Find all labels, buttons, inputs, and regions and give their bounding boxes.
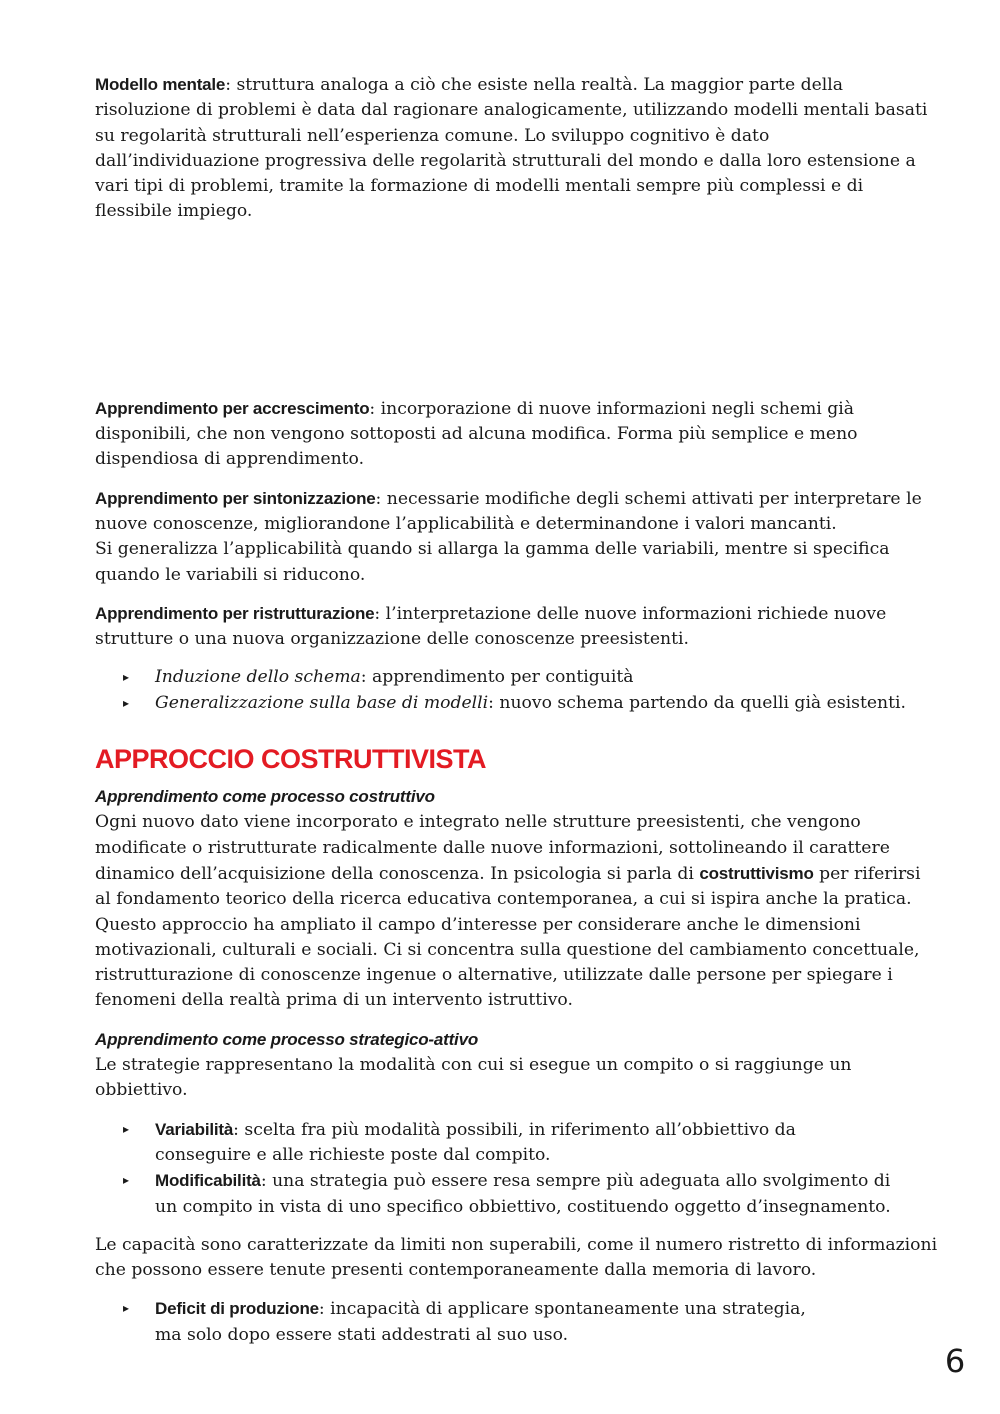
- bullet-text: : apprendimento per contiguità: [360, 667, 634, 688]
- term-modello-mentale: Modello mentale: [95, 75, 226, 94]
- paragraph-ristrutturazione: [95, 601, 935, 653]
- section-heading: APPROCCIO COSTRUTTIVISTA: [95, 744, 487, 775]
- paragraph-text: : necessarie modifiche degli schemi attivati per interpretare le nuove conoscenze, migliorandone l’applicabilità e determinandone i valori mancanti.: [95, 488, 922, 534]
- list-item: [155, 1296, 835, 1348]
- term-costruttivismo: costruttivismo: [699, 863, 814, 883]
- bullet-list-strategico: [95, 1117, 891, 1220]
- subtitle-text: Apprendimento come processo costruttivo: [95, 787, 435, 807]
- paragraph-text: Si generalizza l’applicabilità quando si allarga la gamma delle variabili, mentre si specifica quando le variabili si riducono.: [95, 539, 890, 585]
- list-item: [155, 1117, 835, 1169]
- paragraph-text: : l’interpretazione delle nuove informazioni richiede nuove strutture o una nuova organizzazione delle conoscenze preesistenti.: [95, 603, 887, 650]
- bullet-list-capacita: [95, 1296, 835, 1348]
- subtitle-text: Apprendimento come processo strategico-attivo: [95, 1029, 479, 1049]
- list-item: [155, 1168, 915, 1220]
- paragraph-text: Le capacità sono caratterizzate da limiti non superabili, come il numero ristretto di informazioni che possono essere tenute presenti contemporaneamente dalla memoria di lavoro.: [95, 1234, 938, 1281]
- paragraph-accrescimento: [95, 396, 935, 473]
- bullet-term: Induzione dello schema: [155, 667, 361, 688]
- document-page: [95, 72, 938, 1348]
- paragraph-text: : struttura analoga a ciò che esiste nella realtà. La maggior parte della risoluzione di problemi è data dal ragionare analogicamente, utilizzando modelli mentali basati su regolarità strutturali nell’esperienza comune. Lo sviluppo cognitivo è dato dall’individuazione progressiva delle regolarità strutturali del mondo e dalla loro estensione a vari tipi di problemi, tramite la formazione di modelli mentali sempre più complessi e di flessibile impiego.: [95, 75, 928, 222]
- bullet-text: : scelta fra più modalità possibili, in riferimento all’obbiettivo da conseguire e alle richieste poste dal compito.: [155, 1119, 796, 1165]
- term-sintonizzazione: Apprendimento per sintonizzazione: [95, 488, 376, 508]
- bullet-term: Generalizzazione sulla base di modelli: [155, 692, 489, 713]
- paragraph-capacita: [95, 1233, 940, 1284]
- subtitle-strategico: [95, 1027, 935, 1053]
- paragraph-modello-mentale: [95, 72, 930, 225]
- term-ristrutturazione: Apprendimento per ristrutturazione: [95, 603, 375, 623]
- bullet-text: : nuovo schema partendo da quelli già esistenti.: [488, 692, 906, 713]
- paragraph-text: Le strategie rappresentano la modalità con cui si esegue un compito o si raggiunge un obbiettivo.: [95, 1055, 852, 1101]
- bullet-term: Modificabilità: [155, 1171, 261, 1191]
- bullet-text: : una strategia può essere resa sempre più adeguata allo svolgimento di un compito in vista di uno specifico obbiettivo, costituendo oggetto d’insegnamento.: [155, 1171, 891, 1217]
- subtitle-costruttivo: [95, 784, 935, 810]
- paragraph-costruttivo: [95, 810, 935, 1013]
- list-item: [155, 665, 935, 690]
- paragraph-strategico: [95, 1053, 940, 1104]
- page-number: 6: [944, 1342, 966, 1380]
- paragraph-text: : incorporazione di nuove informazioni negli schemi già disponibili, che non vengono sottoposti ad alcuna modifica. Forma più semplice e meno dispendiosa di apprendimento.: [95, 398, 858, 470]
- bullet-list-ristrutturazione: [95, 665, 935, 716]
- bullet-term: Deficit di produzione: [155, 1299, 319, 1319]
- list-item: [155, 691, 935, 716]
- paragraph-sintonizzazione: [95, 486, 935, 588]
- paragraph-text: Ogni nuovo dato viene incorporato e integrato nelle strutture preesistenti, che vengono modificate o ristrutturate radicalmente dalle nuove informazioni, sottolineando il carattere dinamico dell’acquisizione della conoscenza. In psicologia si parla di: [95, 812, 890, 884]
- term-accrescimento: Apprendimento per accrescimento: [95, 398, 370, 418]
- paragraph-text: per riferirsi al fondamento teorico della ricerca educativa contemporanea, a cui si ispira anche la pratica. Questo approccio ha ampliato il campo d’interesse per considerare anche le dimensioni motivazionali, culturali e sociali. Ci si concentra sulla questione del cambiamento concettuale, ristrutturazione di conoscenze ingenue o alternative, utilizzate dalle persone per spiegare i fenomeni della realtà prima di un intervento istruttivo.: [95, 863, 921, 1011]
- bullet-term: Variabilità: [155, 1119, 234, 1139]
- bullet-text: : incapacità di applicare spontaneamente una strategia, ma solo dopo essere stati addestrati al suo uso.: [155, 1299, 806, 1345]
